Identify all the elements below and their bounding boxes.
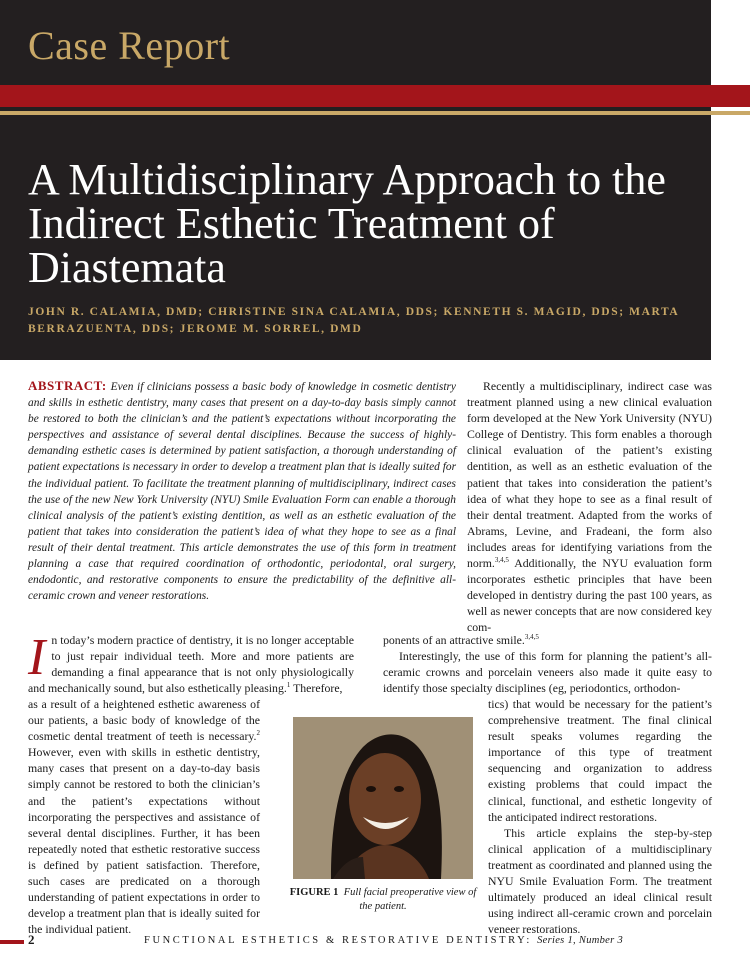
ref-superscript: 2	[256, 729, 260, 738]
right-column-top	[467, 378, 712, 636]
right-paragraph-1	[467, 378, 712, 636]
ref-superscript: 1	[286, 681, 291, 690]
ref-superscript: 3,4,5	[524, 633, 539, 642]
red-rule	[0, 85, 750, 107]
lower-left-column	[28, 696, 260, 937]
article-title: A Multidisciplinary Approach to the Indirect Esthetic Treatment of Diastemata	[28, 155, 666, 292]
abstract	[28, 378, 456, 604]
author-list: JOHN R. CALAMIA, DMD; CHRISTINE SINA CALAMIA, DDS; KENNETH S. MAGID, DDS; MARTA BERRAZUENTA, DDS; JEROME M. SORREL, DMD	[28, 306, 679, 335]
page-number: 2	[28, 932, 35, 947]
intro-paragraph	[28, 629, 354, 696]
ref-superscript: 3,4,5	[494, 556, 509, 565]
section-kicker: Case Report	[28, 23, 231, 68]
patient-portrait-image	[293, 717, 473, 879]
lower-right-column	[488, 696, 712, 937]
patient-photo	[293, 717, 473, 879]
abstract-label: ABSTRACT:	[28, 378, 107, 393]
intro-text-end: Therefore,	[293, 681, 343, 695]
gold-rule	[0, 111, 750, 115]
lower-right-paragraph-1: tics) that would be necessary for the patient’s comprehensive treatment. The final clinical result speaks volumes regarding the importance of this type of treatment sequencing and organization to address existing problems that could impact the clinical, functional, and esthetic longevity of the anticipated indirect restorations.	[488, 697, 712, 824]
smile-line	[383, 632, 712, 648]
running-footer	[144, 935, 623, 946]
smile-text: ponents of an attractive smile.	[383, 633, 525, 647]
figure-caption-text: Full facial preoperative view of the patient.	[343, 887, 477, 912]
lower-left-text-2: However, even with skills in esthetic dentistry, many cases that present on a day-to-day basis simply cannot be restored to both the clinician’s and the patient’s expectations without incorporating the perspectives and assistance of several dental disciplines. Further, it has been repeatedly noted that esthetic restorative success is defined by patient satisfaction. Therefore, such cases are predicated on a thorough understanding of patient expectations in order to develop a treatment plan that is ideally suited for the individual patient.	[28, 745, 260, 937]
lower-left-text: as a result of a heightened esthetic awareness of our patients, a basic body of knowledge of the cosmetic dental treatment of teeth is necessary.	[28, 697, 260, 744]
lower-right-paragraph-2: This article explains the step-by-step clinical application of a multidisciplinary treatment as coordinated and planned using the NYU Smile Evaluation Form. The treatment ultimately produced an ideal clinical result using indirect all-ceramic crown and porcelain veneer restorations.	[488, 825, 712, 937]
header-panel	[0, 0, 711, 360]
abstract-text: Even if clinicians possess a basic body of knowledge in cosmetic dentistry and skills in esthetic dentistry, many cases that present on a day-to-day basis simply cannot be restored to both the clinician’s and the patient’s expectations without incorporating the perspectives and assistance of several dental disciplines. Because the success of highly-demanding esthetic cases is determined by patient satisfaction, a thorough understanding of patient expectations is necessary in order to develop a treatment plan that is ideally suited for the individual patient. To facilitate the treatment planning of multidisciplinary, indirect cases the use of the new New York University (NYU) Smile Evaluation Form can enable a thorough clinical analysis of the patient’s existing dentition, as well as an esthetic evaluation of the patient that takes into consideration the patient’s idea of what they hope to see as a final result of their dental treatment. This article demonstrates the use of this form in treatment planning a case that required coordination of orthodontic, periodontal, oral surgery, endodontic, and restorative components to ensure the predictability of the definitive all-ceramic crown and veneer restorations.	[28, 381, 456, 603]
issue-label: Series 1, Number 3	[537, 935, 624, 946]
interestingly-paragraph: Interestingly, the use of this form for planning the patient’s all-ceramic crowns and porcelain veneers also made it quite easy to identify those specialty disciplines (eg, periodontics, orthodon-	[383, 649, 712, 695]
right-p1-continued: Additionally, the NYU evaluation form incorporates esthetic principles that have been developed in dentistry during the past 100 years, as well as newer concepts that are now considered key com-	[467, 556, 712, 635]
journal-name: FUNCTIONAL ESTHETICS & RESTORATIVE DENTISTRY:	[144, 935, 532, 946]
figure-label: FIGURE 1	[289, 887, 339, 898]
drop-cap: I	[28, 629, 46, 686]
footer-accent	[0, 940, 24, 944]
right-p1-text: Recently a multidisciplinary, indirect case was treatment planned using a new clinical evaluation form developed at the New York University (NYU) College of Dentistry. This form enables a thorough clinical evaluation of the patient’s existing dentition, as well as an esthetic evaluation of the patient that takes into consideration the patient’s idea of what they hope to see as a final result of their dental treatment. Adapted from the works of Abrams, Levine, and Fradeani, the form also includes areas for identifying variations from the norm.	[467, 379, 712, 571]
intro-text: n today’s modern practice of dentistry, it is no longer acceptable to just repair individual teeth. More and more patients are demanding a final appearance that is not only physiologically and mechanically sound, but also esthetically pleasing.	[28, 633, 354, 695]
figure-caption	[288, 886, 478, 914]
mid-right-text	[383, 632, 712, 696]
